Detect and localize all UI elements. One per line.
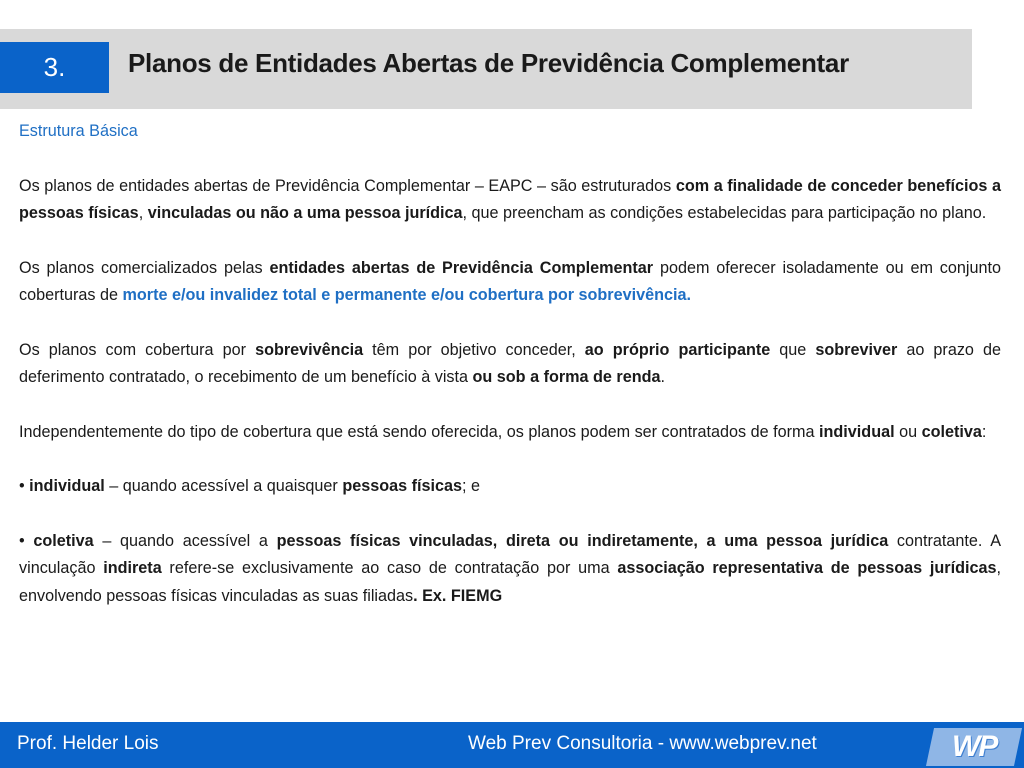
bullet-individual [19,473,1001,501]
p1-text-2: , [138,204,148,222]
p5-bold-2: pessoas físicas [342,477,463,495]
p6-bold-5: . Ex. FIEMG [413,586,503,605]
footer-company: Web Prev Consultoria - www.webprev.net [468,733,817,754]
p3-text-1: Os planos com cobertura por [19,340,256,359]
p6-bold-4: associação representativa de pessoas jurídicas [617,559,997,577]
p6-text-4: refere-se exclusivamente ao caso de contratação por uma [161,559,618,577]
p6-bold-1: coletiva [33,531,94,550]
p3-bold-1: sobrevivência [255,340,364,359]
p6-text-2: – quando acessível a [93,531,277,550]
wp-logo-text: WP [951,730,997,763]
p2-text-2: podem oferecer isoladamente ou em conjunto coberturas de [19,258,1002,304]
section-subtitle: Estrutura Básica [19,122,138,140]
slide-title: Planos de Entidades Abertas de Previdência Complementar [128,48,849,78]
p3-bold-4: ou sob a forma de renda [472,368,661,386]
p6-bold-3: indireta [103,559,162,577]
p6-bold-2: pessoas físicas vinculadas, direta ou indiretamente, a uma pessoa jurídica [276,531,889,550]
section-number: 3. [0,42,109,93]
p3-text-4: ao prazo de deferimento contratado, o recebimento de um benefício à vista [19,340,1001,386]
p1-bold-1: com a finalidade de conceder benefícios a pessoas físicas [19,176,1001,222]
p4-bold-1: individual [819,422,895,441]
wp-logo [926,728,1022,766]
paragraph-4 [19,419,1001,447]
p3-bold-2: ao próprio participante [584,340,771,359]
p5-text-3: ; e [462,477,481,495]
p3-bold-3: sobreviver [815,340,898,359]
p2-text-1: Os planos comercializados pelas [19,258,270,277]
paragraph-3 [19,337,1001,392]
p4-text-2: ou [894,422,922,441]
p3-text-5: . [660,368,666,386]
slide-content [19,118,1001,637]
p1-text-3: , que preencham as condições estabelecidas para participação no plano. [462,204,987,222]
p5-bullet: • [19,477,30,495]
p5-text-2: – quando acessível a quaisquer [104,477,343,495]
p1-text-1: Os planos de entidades abertas de Previdência Complementar – EAPC – são estruturados [19,176,676,195]
p6-bullet: • [19,531,34,550]
footer-bar [0,722,1024,768]
p5-bold-1: individual [29,477,105,495]
p6-text-5: , envolvendo pessoas físicas vinculadas as suas filiadas [19,559,1001,605]
p3-text-2: têm por objetivo conceder, [363,340,585,359]
p4-bold-2: coletiva [921,422,982,441]
footer-author: Prof. Helder Lois [17,733,159,754]
p4-text-1: Independentemente do tipo de cobertura que está sendo oferecida, os planos podem ser contratados de forma [19,422,820,441]
p1-bold-2: vinculadas ou não a uma pessoa jurídica [147,204,463,222]
paragraph-2 [19,255,1001,310]
p2-highlight: morte e/ou invalidez total e permanente e/ou cobertura por sobrevivência. [122,286,691,304]
paragraph-1 [19,173,1001,228]
p4-text-3: : [981,422,987,441]
bullet-coletiva [19,528,1001,611]
p6-text-3: contratante. A vinculação [19,531,1001,577]
p3-text-3: que [770,340,816,359]
p2-bold-1: entidades abertas de Previdência Complementar [269,258,654,277]
